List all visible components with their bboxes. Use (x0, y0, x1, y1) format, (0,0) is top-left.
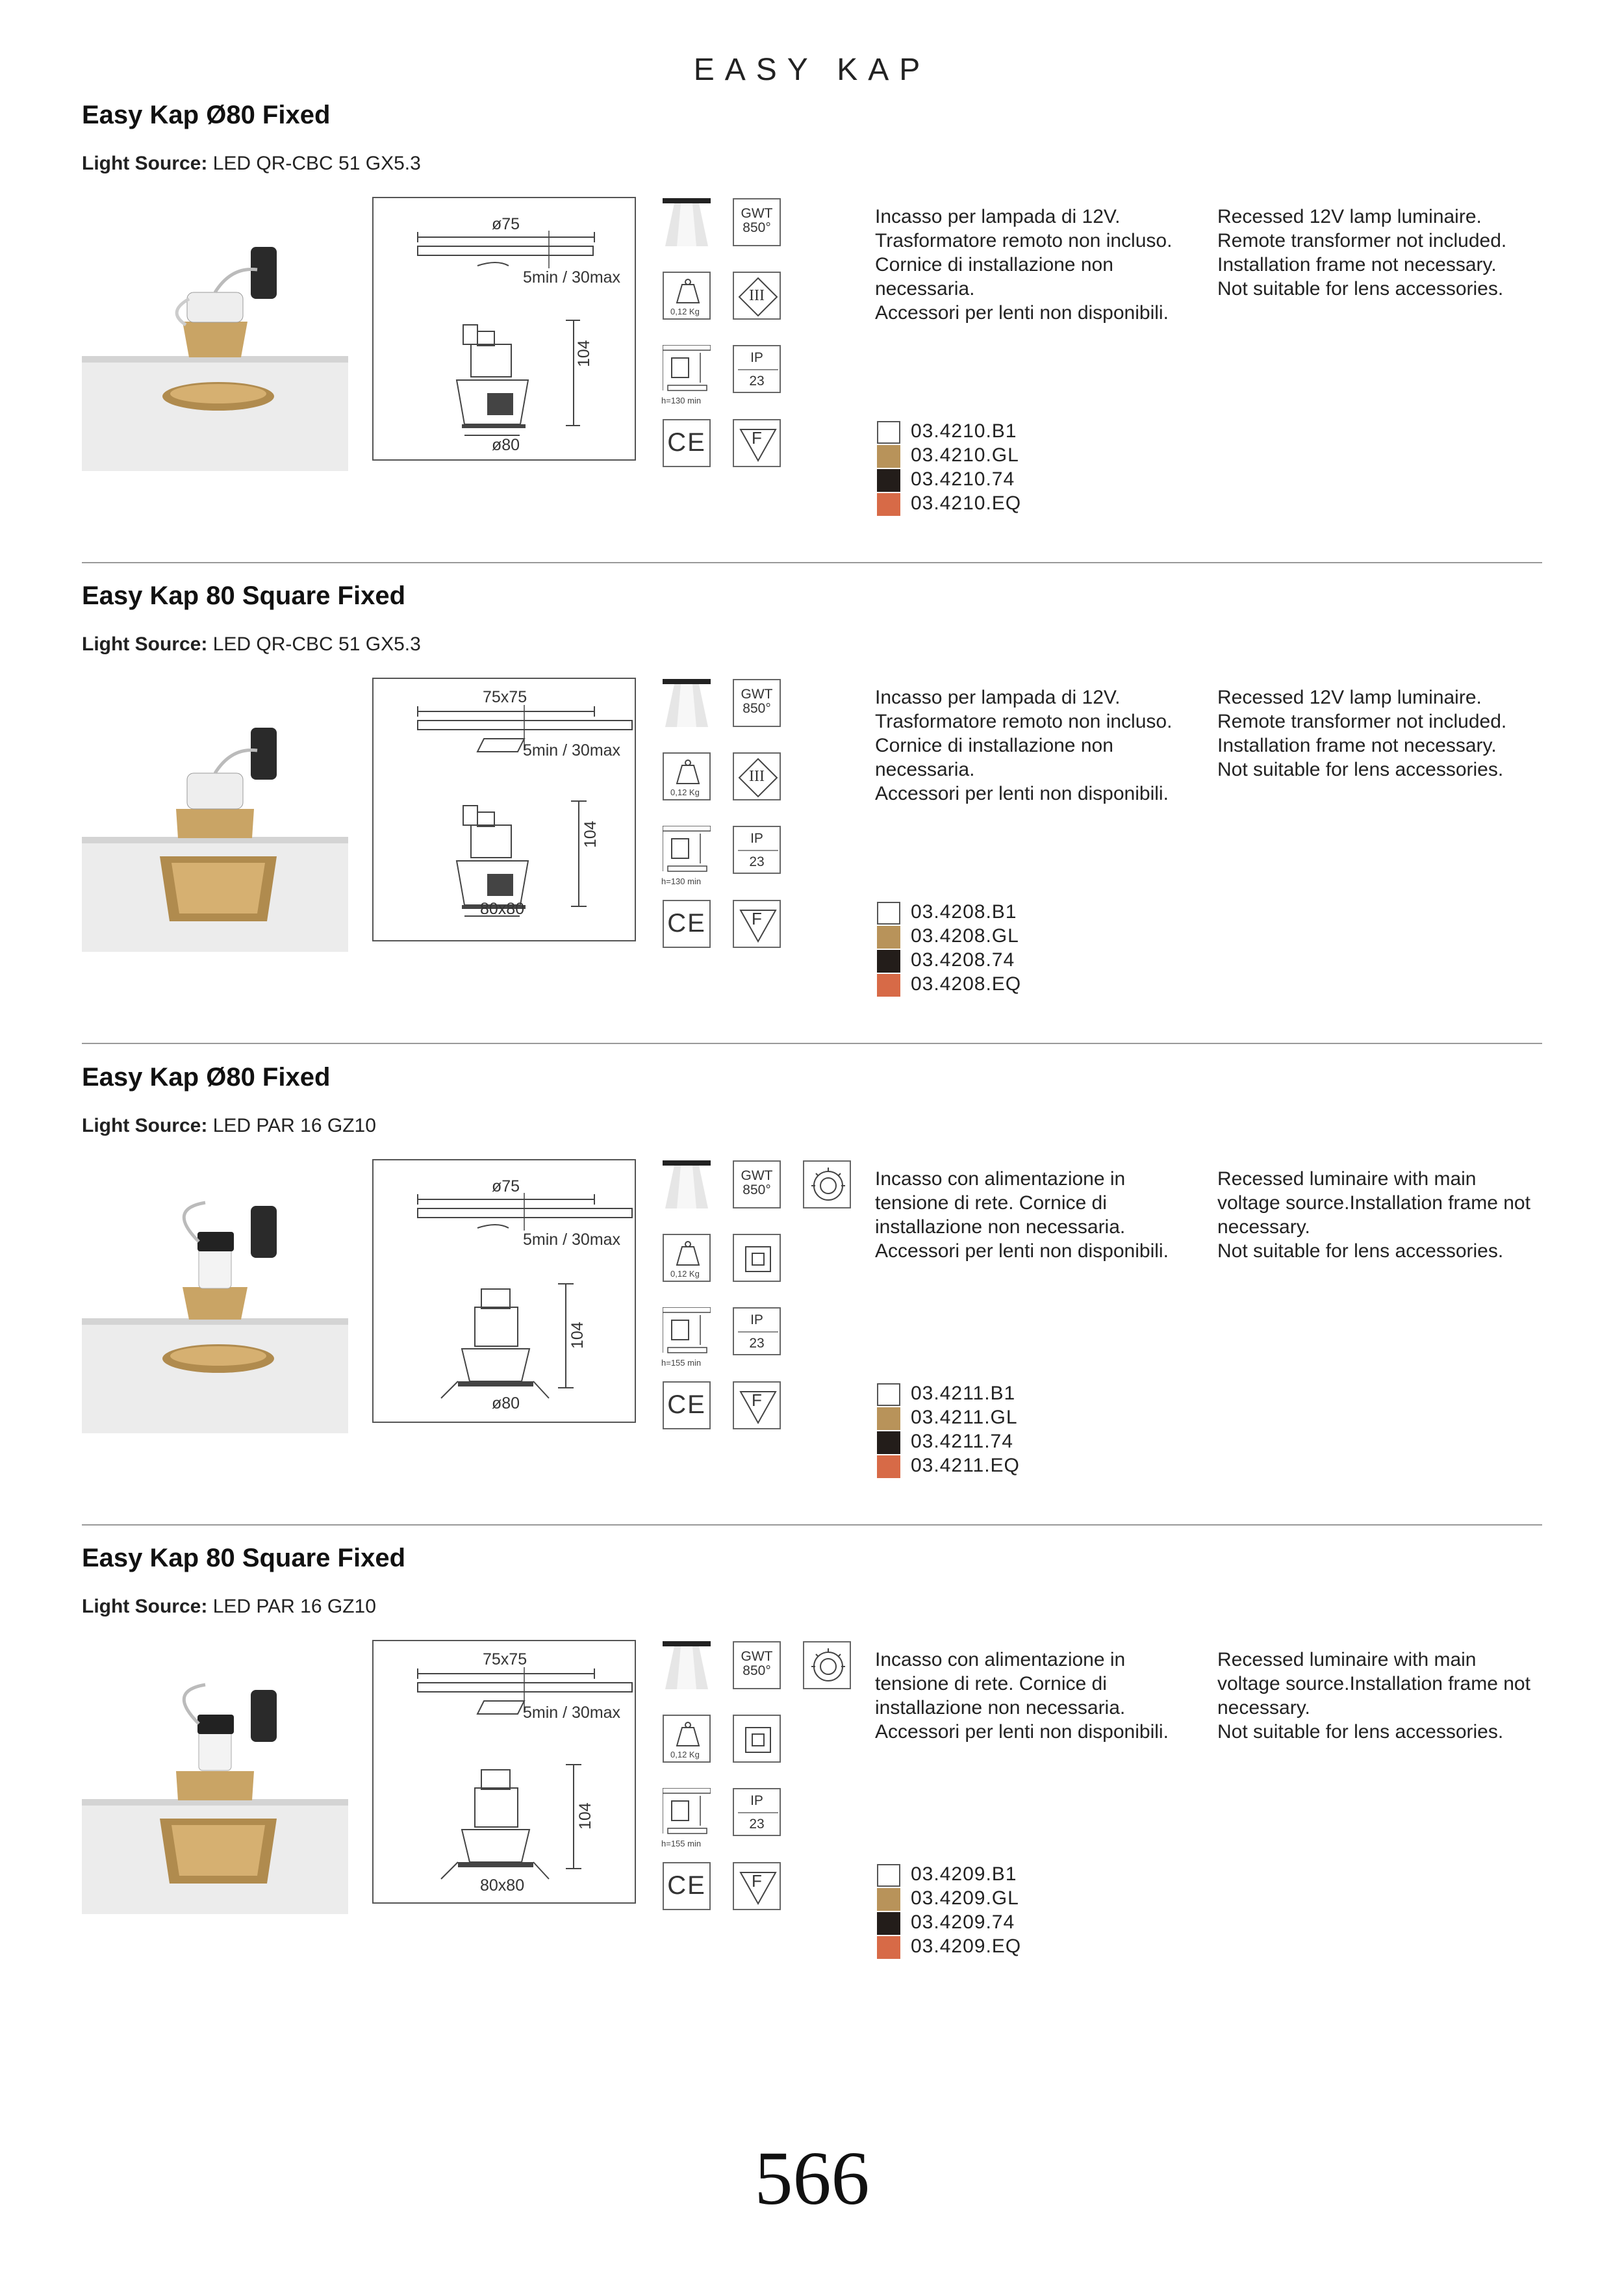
product-code: 03.4208.EQ (911, 973, 1022, 995)
product-photo-image (82, 689, 348, 952)
weight-icon (663, 752, 711, 800)
recess-height-caption: h=155 min (661, 1839, 702, 1848)
class-iii-icon (733, 752, 781, 800)
gwt-label: GWT (741, 206, 773, 221)
product-photo (82, 208, 348, 471)
section-divider (82, 1043, 1542, 1044)
desc-line: Not suitable for lens accessories. (1217, 1721, 1504, 1743)
product-code: 03.4211.EQ (911, 1455, 1020, 1476)
drop-dimension: 5min / 30max (523, 1704, 621, 1722)
product-code: 03.4209.B1 (911, 1863, 1017, 1885)
ce-mark: CE (667, 1390, 706, 1419)
weight-value: 0,12 Kg (670, 307, 700, 316)
product-title: Easy Kap Ø80 Fixed (82, 101, 331, 129)
ip-rating-icon (733, 1788, 781, 1836)
product-code: 03.4210.74 (911, 468, 1015, 490)
technical-drawing (372, 197, 636, 461)
gwt-temp: 850° (742, 220, 771, 235)
desc-line: Recessed 12V lamp luminaire. (1217, 687, 1482, 708)
ip-rating-icon (733, 826, 781, 874)
description-italian (875, 205, 1172, 325)
desc-line: Recessed 12V lamp luminaire. (1217, 206, 1482, 227)
product-code: 03.4210.GL (911, 444, 1019, 466)
recess-height-caption: h=130 min (661, 396, 702, 405)
ip-value: 23 (749, 1336, 765, 1351)
ce-mark: CE (667, 1871, 706, 1900)
desc-line: Accessori per lenti non disponibili. (875, 302, 1169, 324)
desc-line: Not suitable for lens accessories. (1217, 1240, 1504, 1262)
gwt-icon (733, 1641, 781, 1689)
product-code: 03.4211.B1 (911, 1383, 1016, 1404)
swatch-gold (877, 1888, 900, 1911)
desc-line: Incasso per lampada di 12V. (875, 687, 1121, 708)
swatch-gold (877, 926, 900, 949)
desc-line: Remote transformer not included. (1217, 711, 1507, 732)
product-section (0, 1544, 1624, 2025)
drop-dimension: 5min / 30max (523, 741, 621, 760)
size-dimension: ø80 (492, 1394, 520, 1412)
swatch-gold (877, 445, 900, 468)
desc-line: voltage source.Installation frame not (1217, 1192, 1530, 1214)
swatch-white (877, 421, 900, 444)
f-mark-icon (733, 419, 781, 467)
recess-height-icon (661, 1307, 711, 1368)
weight-value: 0,12 Kg (670, 1750, 700, 1759)
cutout-dimension: 75x75 (483, 688, 527, 706)
recess-height-caption: h=155 min (661, 1358, 702, 1368)
product-code: 03.4209.EQ (911, 1935, 1022, 1957)
gwt-label: GWT (741, 1168, 773, 1183)
description-english (1217, 1167, 1530, 1263)
section-divider (82, 1524, 1542, 1526)
desc-line: Cornice di installazione non (875, 735, 1113, 756)
product-title: Easy Kap Ø80 Fixed (82, 1063, 331, 1092)
class-iii-label: III (749, 768, 765, 785)
product-code: 03.4211.74 (911, 1431, 1013, 1452)
desc-line: necessary. (1217, 1216, 1310, 1238)
weight-icon (663, 272, 711, 320)
swatch-black (877, 1431, 900, 1454)
recess-height-caption: h=130 min (661, 876, 702, 886)
description-english (1217, 205, 1506, 301)
product-code: 03.4211.GL (911, 1407, 1018, 1428)
gwt-temp: 850° (742, 701, 771, 716)
gwt-icon (733, 679, 781, 727)
light-source-line (82, 1596, 376, 1618)
swatch-gold (877, 1407, 900, 1430)
desc-line: necessary. (1217, 1697, 1310, 1718)
desc-line: Recessed luminaire with main (1217, 1649, 1477, 1670)
desc-line: installazione non necessaria. (875, 1697, 1126, 1718)
desc-line: necessaria. (875, 278, 975, 300)
f-mark: F (752, 909, 762, 928)
product-photo-image (82, 1651, 348, 1914)
desc-line: Trasformatore remoto non incluso. (875, 230, 1173, 251)
swatch-copper (877, 1455, 900, 1478)
light-source-value: LED PAR 16 GZ10 (212, 1596, 376, 1617)
product-photo-image (82, 208, 348, 471)
swatch-copper (877, 974, 900, 997)
product-code: 03.4209.GL (911, 1887, 1019, 1909)
ce-mark-icon (663, 419, 711, 467)
f-mark-icon (733, 1381, 781, 1429)
desc-line: Not suitable for lens accessories. (1217, 278, 1504, 300)
swatch-copper (877, 1936, 900, 1959)
desc-line: tensione di rete. Cornice di (875, 1673, 1107, 1694)
desc-line: Not suitable for lens accessories. (1217, 759, 1504, 780)
light-source-label: Light Source: (82, 1596, 208, 1617)
cutout-dimension: 75x75 (483, 1650, 527, 1668)
ce-mark-icon (663, 1862, 711, 1910)
light-source-label: Light Source: (82, 153, 208, 174)
description-english (1217, 685, 1506, 782)
desc-line: Installation frame not necessary. (1217, 254, 1497, 275)
ip-rating-icon (733, 345, 781, 393)
mains-voltage-icon (803, 1160, 851, 1208)
f-mark-icon (733, 1862, 781, 1910)
desc-line: voltage source.Installation frame not (1217, 1673, 1530, 1694)
section-divider (82, 562, 1542, 563)
gwt-icon (733, 198, 781, 246)
cutout-dimension: ø75 (492, 215, 520, 233)
ip-value: 23 (749, 374, 765, 389)
description-italian (875, 1167, 1169, 1263)
beam-icon (663, 679, 711, 727)
page-number: 566 (754, 2136, 870, 2221)
beam-icon (663, 1641, 711, 1689)
light-source-label: Light Source: (82, 633, 208, 655)
weight-icon (663, 1715, 711, 1763)
recess-height-icon (661, 826, 711, 886)
product-section (0, 101, 1624, 581)
desc-line: Accessori per lenti non disponibili. (875, 783, 1169, 804)
ce-mark: CE (667, 428, 706, 457)
height-dimension: 104 (568, 1322, 587, 1349)
ip-value: 23 (749, 1817, 765, 1832)
desc-line: Cornice di installazione non (875, 254, 1113, 275)
gwt-temp: 850° (742, 1663, 771, 1678)
desc-line: Accessori per lenti non disponibili. (875, 1721, 1169, 1743)
swatch-copper (877, 493, 900, 516)
f-mark-icon (733, 900, 781, 948)
ce-mark: CE (667, 909, 706, 938)
light-source-line (82, 1115, 376, 1137)
f-mark: F (752, 1871, 762, 1891)
recess-height-icon (661, 1788, 711, 1848)
product-title: Easy Kap 80 Square Fixed (82, 1544, 406, 1572)
product-photo-image (82, 1170, 348, 1433)
light-source-line (82, 153, 421, 175)
beam-icon (663, 198, 711, 246)
desc-line: Incasso con alimentazione in (875, 1649, 1126, 1670)
desc-line: installazione non necessaria. (875, 1216, 1126, 1238)
product-code: 03.4208.GL (911, 925, 1019, 947)
product-code: 03.4209.74 (911, 1911, 1015, 1933)
size-dimension: ø80 (492, 436, 520, 454)
technical-drawing (372, 1640, 636, 1904)
light-source-value: LED QR-CBC 51 GX5.3 (212, 153, 421, 174)
desc-line: Incasso per lampada di 12V. (875, 206, 1121, 227)
recess-height-icon (661, 345, 711, 405)
drop-dimension: 5min / 30max (523, 1231, 621, 1249)
desc-line: Recessed luminaire with main (1217, 1168, 1477, 1190)
ce-mark-icon (663, 900, 711, 948)
class-iii-label: III (749, 287, 765, 304)
technical-drawing (372, 678, 636, 941)
height-dimension: 104 (576, 1802, 594, 1830)
f-mark: F (752, 1390, 762, 1410)
weight-icon (663, 1234, 711, 1282)
gwt-label: GWT (741, 687, 773, 702)
product-section (0, 581, 1624, 1062)
class-iii-icon (733, 272, 781, 320)
swatch-white (877, 1383, 900, 1406)
cutout-dimension: ø75 (492, 1177, 520, 1195)
description-english (1217, 1648, 1530, 1744)
product-code: 03.4210.EQ (911, 492, 1022, 514)
ip-label: IP (750, 1312, 763, 1327)
size-dimension: 80x80 (480, 900, 525, 918)
gwt-label: GWT (741, 1649, 773, 1664)
ip-label: IP (750, 831, 763, 846)
product-title: Easy Kap 80 Square Fixed (82, 581, 406, 610)
product-code: 03.4208.74 (911, 949, 1015, 971)
swatch-white (877, 1864, 900, 1887)
f-mark: F (752, 428, 762, 448)
swatch-black (877, 469, 900, 492)
desc-line: necessaria. (875, 759, 975, 780)
desc-line: Accessori per lenti non disponibili. (875, 1240, 1169, 1262)
page-header-title: EASY KAP (693, 53, 931, 87)
drop-dimension: 5min / 30max (523, 268, 621, 287)
desc-line: Remote transformer not included. (1217, 230, 1507, 251)
desc-line: tensione di rete. Cornice di (875, 1192, 1107, 1214)
class-ii-icon (733, 1715, 781, 1763)
ip-value: 23 (749, 854, 765, 869)
ip-label: IP (750, 350, 763, 365)
beam-icon (663, 1160, 711, 1208)
desc-line: Trasformatore remoto non incluso. (875, 711, 1173, 732)
light-source-value: LED PAR 16 GZ10 (212, 1115, 376, 1136)
product-photo (82, 689, 348, 952)
weight-value: 0,12 Kg (670, 1269, 700, 1279)
mains-voltage-icon (803, 1641, 851, 1689)
ip-label: IP (750, 1793, 763, 1808)
light-source-line (82, 633, 421, 656)
desc-line: Installation frame not necessary. (1217, 735, 1497, 756)
gwt-icon (733, 1160, 781, 1208)
class-ii-icon (733, 1234, 781, 1282)
light-source-label: Light Source: (82, 1115, 208, 1136)
product-code: 03.4208.B1 (911, 901, 1017, 923)
gwt-temp: 850° (742, 1182, 771, 1197)
description-italian (875, 1648, 1169, 1744)
size-dimension: 80x80 (480, 1876, 525, 1895)
product-photo (82, 1651, 348, 1914)
product-section (0, 1063, 1624, 1544)
product-photo (82, 1170, 348, 1433)
swatch-white (877, 902, 900, 925)
desc-line: Incasso con alimentazione in (875, 1168, 1126, 1190)
light-source-value: LED QR-CBC 51 GX5.3 (212, 633, 421, 655)
ip-rating-icon (733, 1307, 781, 1355)
weight-value: 0,12 Kg (670, 787, 700, 797)
height-dimension: 104 (581, 821, 600, 848)
swatch-black (877, 950, 900, 973)
ce-mark-icon (663, 1381, 711, 1429)
swatch-black (877, 1912, 900, 1935)
product-code: 03.4210.B1 (911, 420, 1017, 442)
description-italian (875, 685, 1172, 806)
height-dimension: 104 (575, 340, 593, 367)
technical-drawing (372, 1159, 636, 1423)
